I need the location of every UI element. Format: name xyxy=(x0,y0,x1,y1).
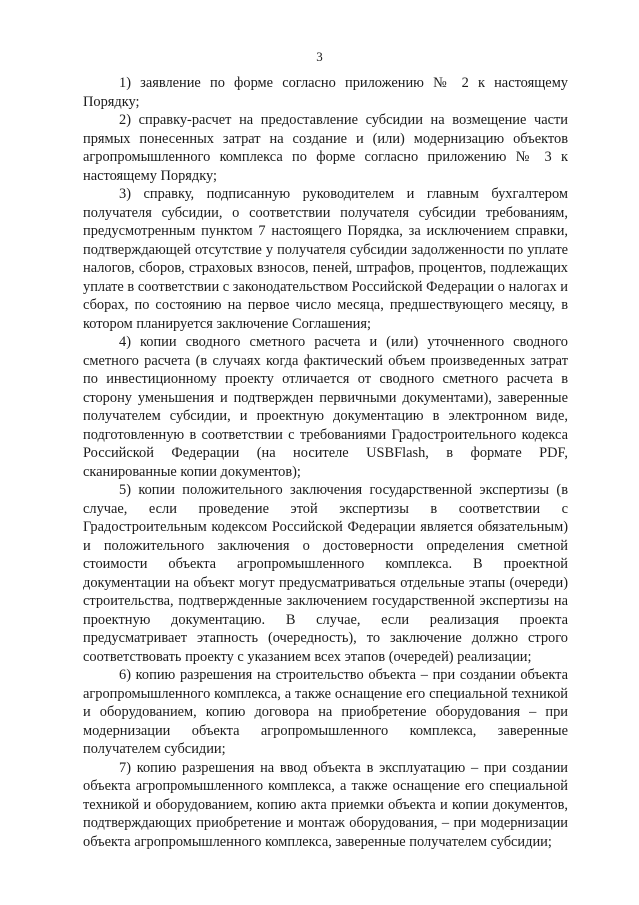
list-item-2: 2) справку-расчет на предоставление субсидии на возмещение части прямых понесенных затрат на создание и (или) модернизацию объектов агропромышленного комплекса по форме согласно приложению № 3 к настоящему Порядку; xyxy=(83,112,568,184)
list-item-5: 5) копии положительного заключения государственной экспертизы (в случае, если проведение этой экспертизы в соответствии с Градостроительным кодексом Российской Федерации является обязательным) и положительного заключения о достоверности определения сметной стоимости объекта агропромышленного комплекса. В проектной документации на объект могут предусматриваться отдельные этапы (очереди) строительства, подтвержденные заключением государственной экспертизы на проектную документацию. В случае, если реализация проекта предусматривает этапность (очередность), то заключение должно строго соответствовать проекту с указанием всех этапов (очередей) реализации; xyxy=(83,482,568,665)
list-item-6: 6) копию разрешения на строительство объекта – при создании объекта агропромышленного комплекса, а также оснащение его специальной техникой и оборудованием, копию договора на приобретение оборудования – при модернизации объекта агропромышленного комплекса, заверенные получателем субсидии; xyxy=(83,667,568,757)
list-item-1: 1) заявление по форме согласно приложению № 2 к настоящему Порядку; xyxy=(83,75,568,110)
document-body xyxy=(83,74,568,851)
list-item-4: 4) копии сводного сметного расчета и (или) уточненного сводного сметного расчета (в случаях когда фактический объем произведенных затрат по инвестиционному проекту отличается от сводного сметного расчета в сторону уменьшения и подтвержден первичными документами), заверенные получателем субсидии, и проектную документацию в электронном виде, подготовленную в соответствии с требованиями Градостроительного кодекса Российской Федерации (на носителе USBFlash, в формате PDF, сканированные копии документов); xyxy=(83,334,568,480)
list-item-7: 7) копию разрешения на ввод объекта в эксплуатацию – при создании объекта агропромышленного комплекса, а также оснащение его специальной техникой и оборудованием, копию акта приемки объекта и копии документов, подтверждающих приобретение и монтаж оборудования, – при модернизации объекта агропромышленного комплекса, заверенные получателем субсидии; xyxy=(83,759,568,850)
page-number: 3 xyxy=(316,49,323,64)
list-item-3: 3) справку, подписанную руководителем и главным бухгалтером получателя субсидии, о соответствии получателя субсидии требованиям, предусмотренным пунктом 7 настоящего Порядка, за исключением справки, подтверждающей отсутствие у получателя субсидии задолженности по уплате налогов, сборов, страховых взносов, пеней, штрафов, процентов, подлежащих уплате в соответствии с законодательством Российской Федерации о налогах и сборах, по состоянию на первое число месяца, предшествующего месяцу, в котором планируется заключение Соглашения; xyxy=(83,186,568,332)
